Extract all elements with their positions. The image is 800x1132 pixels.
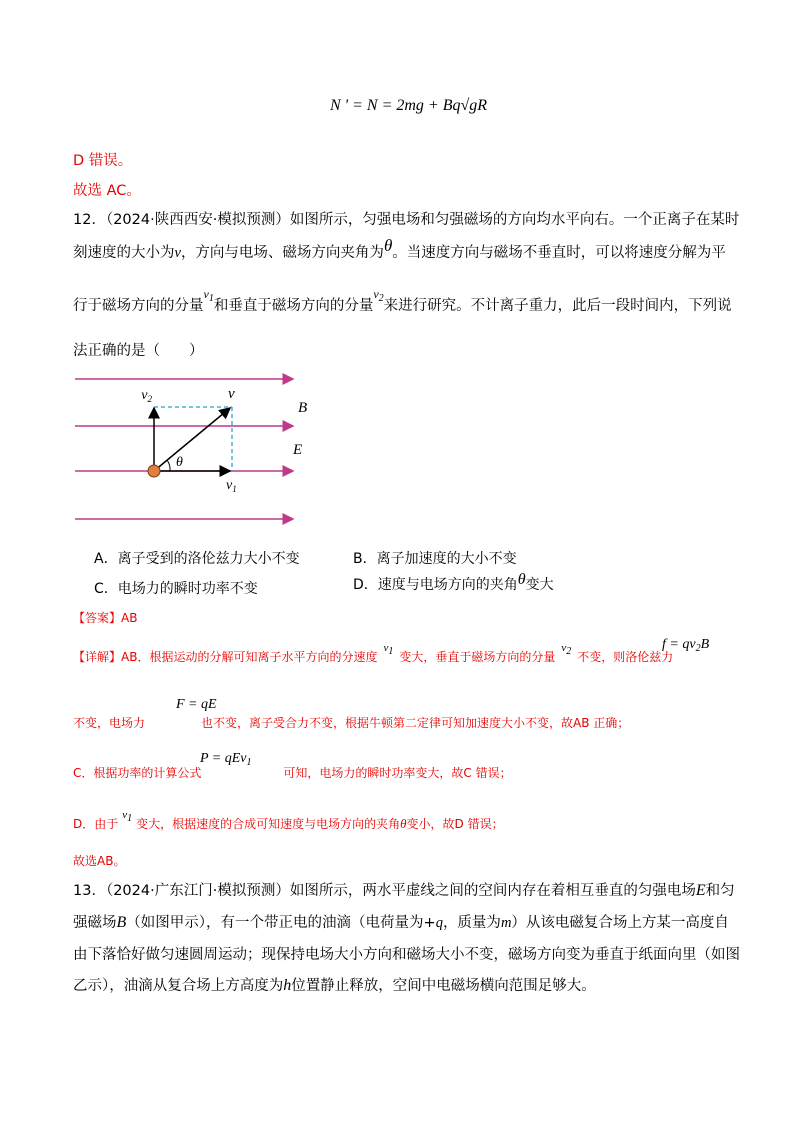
q13-number: 13． xyxy=(73,883,106,899)
detail-v2: $v_2$ xyxy=(561,642,572,657)
theta-arc xyxy=(167,460,170,471)
detail-v1: $v_1$ xyxy=(383,642,394,657)
ion-ball xyxy=(148,465,160,477)
detail-line1 xyxy=(73,642,674,671)
q13-text-2a: 强磁场 xyxy=(73,915,117,931)
q13-line2 xyxy=(73,913,729,933)
formula-n xyxy=(330,97,487,115)
q13-text-4b: 位置静止释放，空间中电磁场横向范围足够大。 xyxy=(291,978,596,994)
q12-text-1: 如图所示，匀强电场和匀强磁场的方向均水平向右。一个正离子在某时 xyxy=(289,212,740,228)
detail-line4 xyxy=(73,809,504,838)
q12-var-v: v xyxy=(174,245,181,261)
option-b: B．离子加速度的大小不变 xyxy=(353,551,517,567)
detail-l4-a: D．由于 xyxy=(73,817,119,831)
q12-source: （2024·陕西西安·模拟预测） xyxy=(105,212,290,228)
option-d-theta: θ xyxy=(517,571,526,588)
q12-text-3c: 来进行研究。不计离子重力，此后一段时间内，下列说 xyxy=(383,298,732,314)
q13-line4 xyxy=(73,976,596,996)
q12-line3 xyxy=(73,287,732,321)
detail-l4-b: 变大，根据速度的合成可知速度与电场方向的夹角 xyxy=(136,817,401,831)
label-E: E xyxy=(293,442,303,458)
q12-text-3a: 行于磁场方向的分量 xyxy=(73,298,204,314)
q12-var-v1: v1 xyxy=(203,287,214,304)
q12-figure xyxy=(70,368,330,538)
q13-text-1b: 和匀 xyxy=(705,883,735,899)
q12-text-2a: 刻速度的大小为 xyxy=(73,245,175,261)
label-theta: θ xyxy=(176,455,183,470)
q12-var-v2: v2 xyxy=(373,287,384,304)
q12-line2 xyxy=(73,236,726,263)
label-v1: $v_1$ xyxy=(226,478,237,494)
detail-l3-a: C．根据功率的计算公式 xyxy=(73,766,202,780)
detail-l2-b: 也不变，离子受合力不变，根据牛顿第二定律可知加速度大小不变，故AB 正确； xyxy=(201,716,630,730)
q13-line3: 由下落恰好做匀速圆周运动；现保持电场大小方向和磁场大小不变，磁场方向变为垂直于纸面向里（如图 xyxy=(73,947,740,963)
q13-var-h: h xyxy=(283,977,292,994)
answer-label: 【答案】AB xyxy=(73,611,138,625)
formula-n-text: N ' = N = 2mg + Bq√gR xyxy=(330,97,488,114)
q13-text-4a: 乙示），油滴从复合场上方高度为 xyxy=(73,978,284,994)
q12-line4: 法正确的是（ ） xyxy=(73,343,204,359)
q12-text-3b: 和垂直于磁场方向的分量 xyxy=(213,298,374,314)
q13-var-q: q xyxy=(435,915,443,931)
option-c: C．电场力的瞬时功率不变 xyxy=(94,581,258,597)
detail-l4-v1: $v_1$ xyxy=(122,809,133,824)
choose-ac-text: 故选 AC。 xyxy=(73,183,141,199)
q13-text-2c: ，质量为 xyxy=(442,915,501,931)
q13-text-2d: ）从该电磁复合场上方某一高度自 xyxy=(511,915,729,931)
q13-text-2b: （如图甲示），有一个带正电的油滴（电荷量为+ xyxy=(126,915,436,931)
label-v: v xyxy=(228,386,235,402)
option-a: A．离子受到的洛伦兹力大小不变 xyxy=(94,551,300,567)
q13-var-m: m xyxy=(500,915,512,931)
q12-number: 12． xyxy=(73,212,106,228)
formula-f: $f = qv_2B$ xyxy=(662,637,710,654)
detail-l4-c: 变小，故D 错误； xyxy=(406,817,504,831)
detail-l1-c: 不变，则洛伦兹力 xyxy=(577,650,674,664)
detail-line2 xyxy=(73,714,629,732)
q12-line1 xyxy=(73,210,739,230)
option-d-text-a: D．速度与电场方向的夹角 xyxy=(353,577,518,593)
detail-l3-b: 可知，电场力的瞬时功率变大，故C 错误； xyxy=(283,766,512,780)
detail-l1-b: 变大，垂直于磁场方向的分量 xyxy=(399,650,556,664)
detail-l4-theta: θ xyxy=(400,816,407,831)
q12-text-2b: ，方向与电场、磁场方向夹角为 xyxy=(180,245,384,261)
formula-F: F = qE xyxy=(176,697,217,712)
q12-text-2c: 。当速度方向与磁场不垂直时，可以将速度分解为平 xyxy=(392,245,726,261)
q13-text-1: 如图所示，两水平虚线之间的空间内存在着相互垂直的匀强电场 xyxy=(289,883,696,899)
formula-P: P = qEv$_1$ xyxy=(200,751,252,768)
label-v2: $v_2$ xyxy=(141,388,152,404)
q13-var-e: E xyxy=(695,882,706,899)
d-wrong-text: D 错误。 xyxy=(73,153,133,169)
option-d xyxy=(353,571,554,594)
option-d-text-b: 变大 xyxy=(525,577,554,593)
label-B: B xyxy=(298,400,308,416)
detail-l1-a: 【详解】AB．根据运动的分解可知离子水平方向的分速度 xyxy=(73,650,378,664)
v-arrow xyxy=(154,408,230,471)
q13-line1 xyxy=(73,881,735,901)
q13-var-b: B xyxy=(116,914,127,931)
detail-l2-a: 不变，电场力 xyxy=(73,716,146,730)
q12-var-theta: θ xyxy=(383,236,393,255)
choose-ab-text: 故选AB。 xyxy=(73,854,126,868)
q13-source: （2024·广东江门·模拟预测） xyxy=(105,883,290,899)
detail-line3 xyxy=(73,764,512,782)
